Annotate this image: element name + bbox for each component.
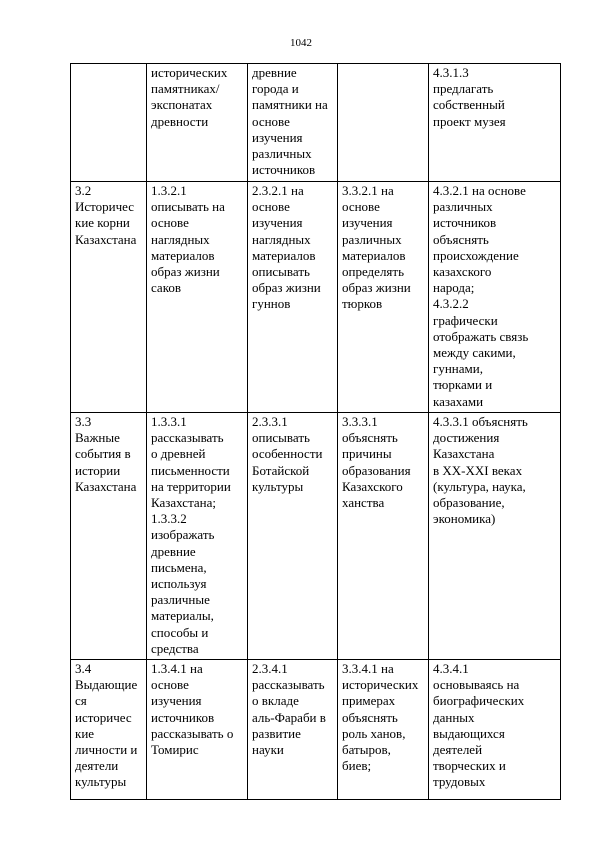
section-cell: 3.2 Историчес кие корни Казахстана: [71, 182, 147, 413]
table-row: [71, 660, 561, 800]
table-row: [71, 64, 561, 182]
grade-4-objective-cell: 4.3.4.1 основываясь на биографических данных выдающихся деятелей творческих и трудовых: [429, 660, 561, 800]
curriculum-table: [70, 63, 561, 800]
grade-3-objective-cell: 3.3.3.1 объяснять причины образования Казахского ханства: [338, 413, 429, 660]
grade-3-objective-cell: 3.3.2.1 на основе изучения различных материалов определять образ жизни тюрков: [338, 182, 429, 413]
section-cell: 3.4 Выдающие ся историчес кие личности и деятели культуры: [71, 660, 147, 800]
grade-2-objective-cell: 2.3.2.1 на основе изучения наглядных материалов описывать образ жизни гуннов: [248, 182, 338, 413]
grade-1-objective-cell: 1.3.2.1 описывать на основе наглядных материалов образ жизни саков: [147, 182, 248, 413]
grade-4-objective-cell: 4.3.1.3 предлагать собственный проект музея: [429, 64, 561, 182]
grade-4-objective-cell: 4.3.2.1 на основе различных источников объяснять происхождение казахского народа; 4.3.2.2 графически отображать связь между сакими, гуннами, тюрками и казахами: [429, 182, 561, 413]
grade-2-objective-cell: древние города и памятники на основе изучения различных источников: [248, 64, 338, 182]
table-row: [71, 182, 561, 413]
grade-1-objective-cell: 1.3.4.1 на основе изучения источников рассказывать о Томирис: [147, 660, 248, 800]
table-row: [71, 413, 561, 660]
grade-2-objective-cell: 2.3.3.1 описывать особенности Ботайской культуры: [248, 413, 338, 660]
grade-3-objective-cell: [338, 64, 429, 182]
section-cell: 3.3 Важные события в истории Казахстана: [71, 413, 147, 660]
section-cell: [71, 64, 147, 182]
grade-3-objective-cell: 3.3.4.1 на исторических примерах объяснять роль ханов, батыров, биев;: [338, 660, 429, 800]
grade-4-objective-cell: 4.3.3.1 объяснять достижения Казахстана в XX-XXI веках (культура, наука, образование, экономика): [429, 413, 561, 660]
grade-1-objective-cell: 1.3.3.1 рассказывать о древней письменности на территории Казахстана; 1.3.3.2 изображать древние письмена, используя различные материалы, способы и средства: [147, 413, 248, 660]
page-number: 1042: [290, 37, 312, 49]
grade-1-objective-cell: исторических памятниках/ экспонатах древности: [147, 64, 248, 182]
grade-2-objective-cell: 2.3.4.1 рассказывать о вкладе аль-Фараби в развитие науки: [248, 660, 338, 800]
